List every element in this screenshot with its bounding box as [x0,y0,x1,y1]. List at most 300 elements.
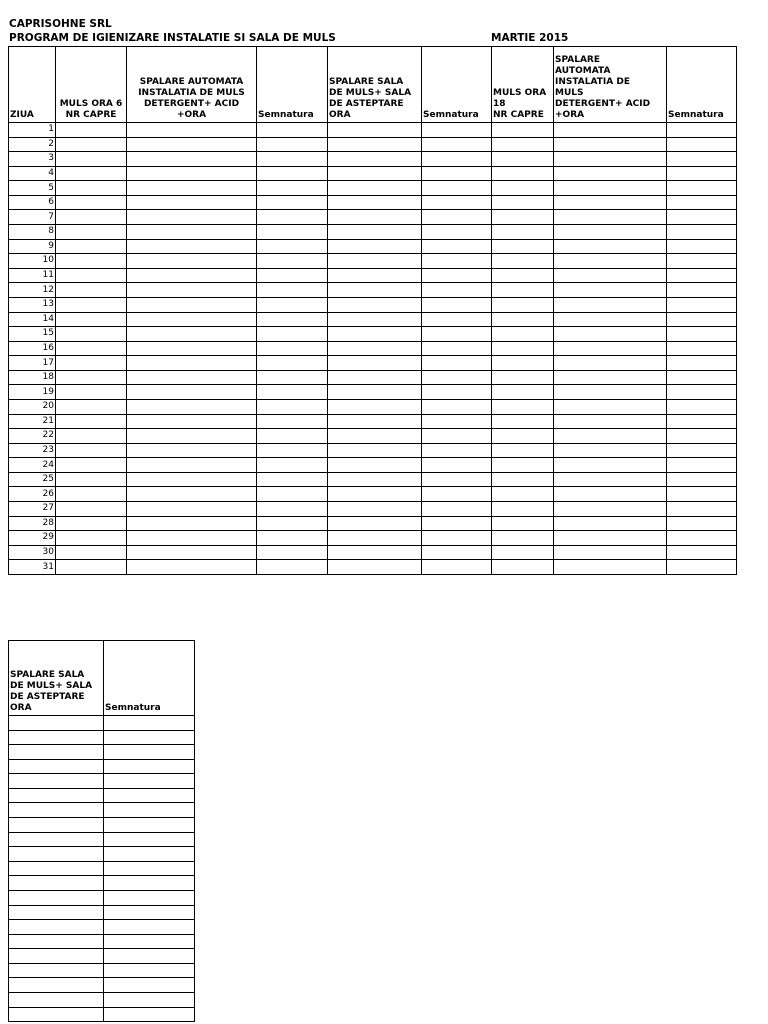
entry-cell[interactable] [667,312,737,327]
entry-cell[interactable] [127,472,257,487]
entry-cell[interactable] [56,137,127,152]
entry-cell[interactable] [667,152,737,167]
entry-cell[interactable] [127,312,257,327]
entry-cell[interactable] [554,327,667,342]
entry-cell[interactable] [257,239,328,254]
entry-cell[interactable] [422,210,492,225]
entry-cell[interactable] [56,429,127,444]
entry-cell[interactable] [492,472,554,487]
entry-cell[interactable] [104,774,195,789]
entry-cell[interactable] [554,239,667,254]
entry-cell[interactable] [422,268,492,283]
entry-cell[interactable] [667,327,737,342]
entry-cell[interactable] [56,458,127,473]
entry-cell[interactable] [554,472,667,487]
entry-cell[interactable] [492,297,554,312]
entry-cell[interactable] [328,239,422,254]
entry-cell[interactable] [422,254,492,269]
entry-cell[interactable] [328,545,422,560]
entry-cell[interactable] [127,210,257,225]
entry-cell[interactable] [9,730,104,745]
entry-cell[interactable] [554,399,667,414]
entry-cell[interactable] [554,123,667,138]
entry-cell[interactable] [422,414,492,429]
entry-cell[interactable] [667,356,737,371]
table-row [9,545,737,560]
entry-cell[interactable] [56,152,127,167]
entry-cell[interactable] [328,516,422,531]
col-header-milking-18-goats: MULS ORA 18 NR CAPRE [492,47,554,123]
entry-cell[interactable] [667,297,737,312]
entry-cell[interactable] [104,745,195,760]
month-label: MARTIE 2015 [491,32,569,44]
entry-cell[interactable] [127,225,257,240]
entry-cell[interactable] [422,166,492,181]
entry-cell[interactable] [554,429,667,444]
entry-cell[interactable] [9,920,104,935]
entry-cell[interactable] [257,560,328,575]
entry-cell[interactable] [667,283,737,298]
entry-cell[interactable] [492,312,554,327]
col-header-signature: Semnatura [422,47,492,123]
entry-cell[interactable] [328,429,422,444]
entry-cell[interactable] [554,225,667,240]
entry-cell[interactable] [9,803,104,818]
entry-cell[interactable] [127,181,257,196]
entry-cell[interactable] [422,195,492,210]
entry-cell[interactable] [257,370,328,385]
entry-cell[interactable] [56,210,127,225]
entry-cell[interactable] [492,443,554,458]
entry-cell[interactable] [56,414,127,429]
entry-cell[interactable] [56,487,127,502]
entry-cell[interactable] [257,531,328,546]
entry-cell[interactable] [9,716,104,731]
entry-cell[interactable] [257,399,328,414]
entry-cell[interactable] [56,560,127,575]
entry-cell[interactable] [127,560,257,575]
entry-cell[interactable] [492,531,554,546]
entry-cell[interactable] [9,992,104,1007]
entry-cell[interactable] [104,803,195,818]
entry-cell[interactable] [492,239,554,254]
entry-cell[interactable] [422,123,492,138]
entry-cell[interactable] [257,458,328,473]
entry-cell[interactable] [127,195,257,210]
entry-cell[interactable] [328,531,422,546]
entry-cell[interactable] [104,920,195,935]
entry-cell[interactable] [667,239,737,254]
entry-cell[interactable] [9,745,104,760]
entry-cell[interactable] [328,458,422,473]
entry-cell[interactable] [257,312,328,327]
entry-cell[interactable] [9,890,104,905]
entry-cell[interactable] [328,181,422,196]
entry-cell[interactable] [104,992,195,1007]
entry-cell[interactable] [328,560,422,575]
entry-cell[interactable] [422,327,492,342]
entry-cell[interactable] [492,137,554,152]
entry-cell[interactable] [554,195,667,210]
entry-cell[interactable] [257,443,328,458]
entry-cell[interactable] [328,137,422,152]
entry-cell[interactable] [257,254,328,269]
entry-cell[interactable] [56,516,127,531]
entry-cell[interactable] [104,876,195,891]
entry-cell[interactable] [667,341,737,356]
entry-cell[interactable] [492,399,554,414]
entry-cell[interactable] [554,254,667,269]
entry-cell[interactable] [127,370,257,385]
entry-cell[interactable] [667,181,737,196]
entry-cell[interactable] [554,414,667,429]
entry-cell[interactable] [104,847,195,862]
entry-cell[interactable] [328,443,422,458]
entry-cell[interactable] [56,195,127,210]
entry-cell[interactable] [328,195,422,210]
entry-cell[interactable] [492,385,554,400]
entry-cell[interactable] [422,385,492,400]
table-row [9,861,195,876]
entry-cell[interactable] [127,297,257,312]
entry-cell[interactable] [492,429,554,444]
entry-cell[interactable] [554,166,667,181]
entry-cell[interactable] [492,356,554,371]
entry-cell[interactable] [554,502,667,517]
entry-cell[interactable] [9,832,104,847]
entry-cell[interactable] [56,123,127,138]
entry-cell[interactable] [667,166,737,181]
entry-cell[interactable] [422,545,492,560]
entry-cell[interactable] [422,531,492,546]
entry-cell[interactable] [492,545,554,560]
entry-cell[interactable] [492,166,554,181]
entry-cell[interactable] [56,502,127,517]
entry-cell[interactable] [56,297,127,312]
entry-cell[interactable] [492,370,554,385]
entry-cell[interactable] [257,210,328,225]
entry-cell[interactable] [422,370,492,385]
entry-cell[interactable] [667,429,737,444]
entry-cell[interactable] [104,818,195,833]
entry-cell[interactable] [104,1007,195,1022]
entry-cell[interactable] [127,283,257,298]
entry-cell[interactable] [554,341,667,356]
entry-cell[interactable] [257,123,328,138]
entry-cell[interactable] [422,181,492,196]
entry-cell[interactable] [667,531,737,546]
entry-cell[interactable] [422,472,492,487]
entry-cell[interactable] [492,327,554,342]
entry-cell[interactable] [422,356,492,371]
day-number: 2 [9,137,56,152]
entry-cell[interactable] [328,268,422,283]
entry-cell[interactable] [9,774,104,789]
entry-cell[interactable] [554,545,667,560]
entry-cell[interactable] [104,905,195,920]
entry-cell[interactable] [554,152,667,167]
entry-cell[interactable] [328,166,422,181]
entry-cell[interactable] [104,759,195,774]
entry-cell[interactable] [104,832,195,847]
entry-cell[interactable] [257,137,328,152]
entry-cell[interactable] [257,297,328,312]
entry-cell[interactable] [422,341,492,356]
entry-cell[interactable] [257,487,328,502]
entry-cell[interactable] [667,472,737,487]
entry-cell[interactable] [667,268,737,283]
entry-cell[interactable] [554,268,667,283]
entry-cell[interactable] [422,312,492,327]
entry-cell[interactable] [257,327,328,342]
entry-cell[interactable] [667,254,737,269]
entry-cell[interactable] [127,152,257,167]
entry-cell[interactable] [56,385,127,400]
entry-cell[interactable] [328,502,422,517]
entry-cell[interactable] [257,545,328,560]
entry-cell[interactable] [127,487,257,502]
entry-cell[interactable] [127,327,257,342]
entry-cell[interactable] [328,414,422,429]
entry-cell[interactable] [492,123,554,138]
entry-cell[interactable] [104,730,195,745]
entry-cell[interactable] [492,283,554,298]
entry-cell[interactable] [667,414,737,429]
entry-cell[interactable] [492,414,554,429]
entry-cell[interactable] [492,560,554,575]
entry-cell[interactable] [56,283,127,298]
entry-cell[interactable] [104,890,195,905]
entry-cell[interactable] [9,963,104,978]
entry-cell[interactable] [104,788,195,803]
entry-cell[interactable] [127,166,257,181]
entry-cell[interactable] [422,297,492,312]
entry-cell[interactable] [554,531,667,546]
entry-cell[interactable] [328,385,422,400]
entry-cell[interactable] [422,560,492,575]
entry-cell[interactable] [56,327,127,342]
entry-cell[interactable] [127,429,257,444]
entry-cell[interactable] [328,254,422,269]
entry-cell[interactable] [667,502,737,517]
entry-cell[interactable] [127,341,257,356]
entry-cell[interactable] [667,385,737,400]
entry-cell[interactable] [257,516,328,531]
entry-cell[interactable] [667,487,737,502]
entry-cell[interactable] [257,283,328,298]
entry-cell[interactable] [56,239,127,254]
entry-cell[interactable] [56,312,127,327]
entry-cell[interactable] [492,210,554,225]
entry-cell[interactable] [492,341,554,356]
entry-cell[interactable] [667,545,737,560]
entry-cell[interactable] [257,195,328,210]
entry-cell[interactable] [554,516,667,531]
entry-cell[interactable] [328,312,422,327]
entry-cell[interactable] [104,963,195,978]
entry-cell[interactable] [328,487,422,502]
entry-cell[interactable] [9,818,104,833]
entry-cell[interactable] [328,283,422,298]
entry-cell[interactable] [328,210,422,225]
entry-cell[interactable] [422,458,492,473]
entry-cell[interactable] [127,443,257,458]
entry-cell[interactable] [127,516,257,531]
entry-cell[interactable] [127,385,257,400]
entry-cell[interactable] [127,254,257,269]
entry-cell[interactable] [257,429,328,444]
entry-cell[interactable] [9,949,104,964]
entry-cell[interactable] [667,560,737,575]
entry-cell[interactable] [9,934,104,949]
entry-cell[interactable] [56,166,127,181]
day-number: 11 [9,268,56,283]
entry-cell[interactable] [257,472,328,487]
entry-cell[interactable] [492,516,554,531]
entry-cell[interactable] [422,443,492,458]
entry-cell[interactable] [328,327,422,342]
entry-cell[interactable] [257,502,328,517]
entry-cell[interactable] [56,443,127,458]
entry-cell[interactable] [127,399,257,414]
entry-cell[interactable] [328,297,422,312]
entry-cell[interactable] [9,788,104,803]
entry-cell[interactable] [328,399,422,414]
entry-cell[interactable] [104,716,195,731]
entry-cell[interactable] [328,152,422,167]
entry-cell[interactable] [127,123,257,138]
entry-cell[interactable] [56,545,127,560]
entry-cell[interactable] [9,861,104,876]
entry-cell[interactable] [554,283,667,298]
entry-cell[interactable] [667,370,737,385]
entry-cell[interactable] [667,458,737,473]
entry-cell[interactable] [422,239,492,254]
entry-cell[interactable] [667,210,737,225]
entry-cell[interactable] [554,137,667,152]
entry-cell[interactable] [127,545,257,560]
entry-cell[interactable] [56,225,127,240]
entry-cell[interactable] [492,152,554,167]
entry-cell[interactable] [56,254,127,269]
entry-cell[interactable] [127,239,257,254]
table-row [9,920,195,935]
entry-cell[interactable] [257,166,328,181]
entry-cell[interactable] [554,443,667,458]
entry-cell[interactable] [127,414,257,429]
entry-cell[interactable] [492,225,554,240]
entry-cell[interactable] [104,861,195,876]
entry-cell[interactable] [667,225,737,240]
entry-cell[interactable] [56,472,127,487]
entry-cell[interactable] [422,137,492,152]
entry-cell[interactable] [257,152,328,167]
entry-cell[interactable] [328,225,422,240]
entry-cell[interactable] [328,356,422,371]
entry-cell[interactable] [554,181,667,196]
entry-cell[interactable] [554,297,667,312]
entry-cell[interactable] [104,949,195,964]
entry-cell[interactable] [492,268,554,283]
entry-cell[interactable] [667,123,737,138]
entry-cell[interactable] [257,268,328,283]
entry-cell[interactable] [257,341,328,356]
entry-cell[interactable] [492,487,554,502]
entry-cell[interactable] [9,847,104,862]
entry-cell[interactable] [56,181,127,196]
entry-cell[interactable] [667,443,737,458]
entry-cell[interactable] [9,1007,104,1022]
entry-cell[interactable] [328,370,422,385]
entry-cell[interactable] [104,978,195,993]
entry-cell[interactable] [257,414,328,429]
entry-cell[interactable] [56,399,127,414]
entry-cell[interactable] [56,531,127,546]
entry-cell[interactable] [9,978,104,993]
entry-cell[interactable] [9,876,104,891]
entry-cell[interactable] [554,487,667,502]
entry-cell[interactable] [422,487,492,502]
entry-cell[interactable] [492,254,554,269]
entry-cell[interactable] [667,137,737,152]
day-number: 3 [9,152,56,167]
entry-cell[interactable] [127,268,257,283]
entry-cell[interactable] [554,370,667,385]
entry-cell[interactable] [492,458,554,473]
entry-cell[interactable] [56,370,127,385]
entry-cell[interactable] [422,225,492,240]
entry-cell[interactable] [328,472,422,487]
entry-cell[interactable] [328,341,422,356]
entry-cell[interactable] [257,356,328,371]
entry-cell[interactable] [422,502,492,517]
entry-cell[interactable] [492,195,554,210]
entry-cell[interactable] [104,934,195,949]
table-header-row [9,47,737,123]
entry-cell[interactable] [554,385,667,400]
entry-cell[interactable] [127,531,257,546]
entry-cell[interactable] [422,429,492,444]
entry-cell[interactable] [492,502,554,517]
entry-cell[interactable] [257,225,328,240]
entry-cell[interactable] [127,356,257,371]
entry-cell[interactable] [127,502,257,517]
entry-cell[interactable] [422,152,492,167]
entry-cell[interactable] [56,268,127,283]
entry-cell[interactable] [257,181,328,196]
entry-cell[interactable] [56,356,127,371]
entry-cell[interactable] [667,516,737,531]
entry-cell[interactable] [56,341,127,356]
entry-cell[interactable] [127,137,257,152]
entry-cell[interactable] [328,123,422,138]
entry-cell[interactable] [667,399,737,414]
entry-cell[interactable] [9,759,104,774]
entry-cell[interactable] [667,195,737,210]
entry-cell[interactable] [492,181,554,196]
entry-cell[interactable] [127,458,257,473]
entry-cell[interactable] [554,458,667,473]
entry-cell[interactable] [554,312,667,327]
entry-cell[interactable] [554,560,667,575]
entry-cell[interactable] [554,210,667,225]
entry-cell[interactable] [422,283,492,298]
entry-cell[interactable] [9,905,104,920]
entry-cell[interactable] [422,399,492,414]
entry-cell[interactable] [554,356,667,371]
entry-cell[interactable] [257,385,328,400]
entry-cell[interactable] [422,516,492,531]
